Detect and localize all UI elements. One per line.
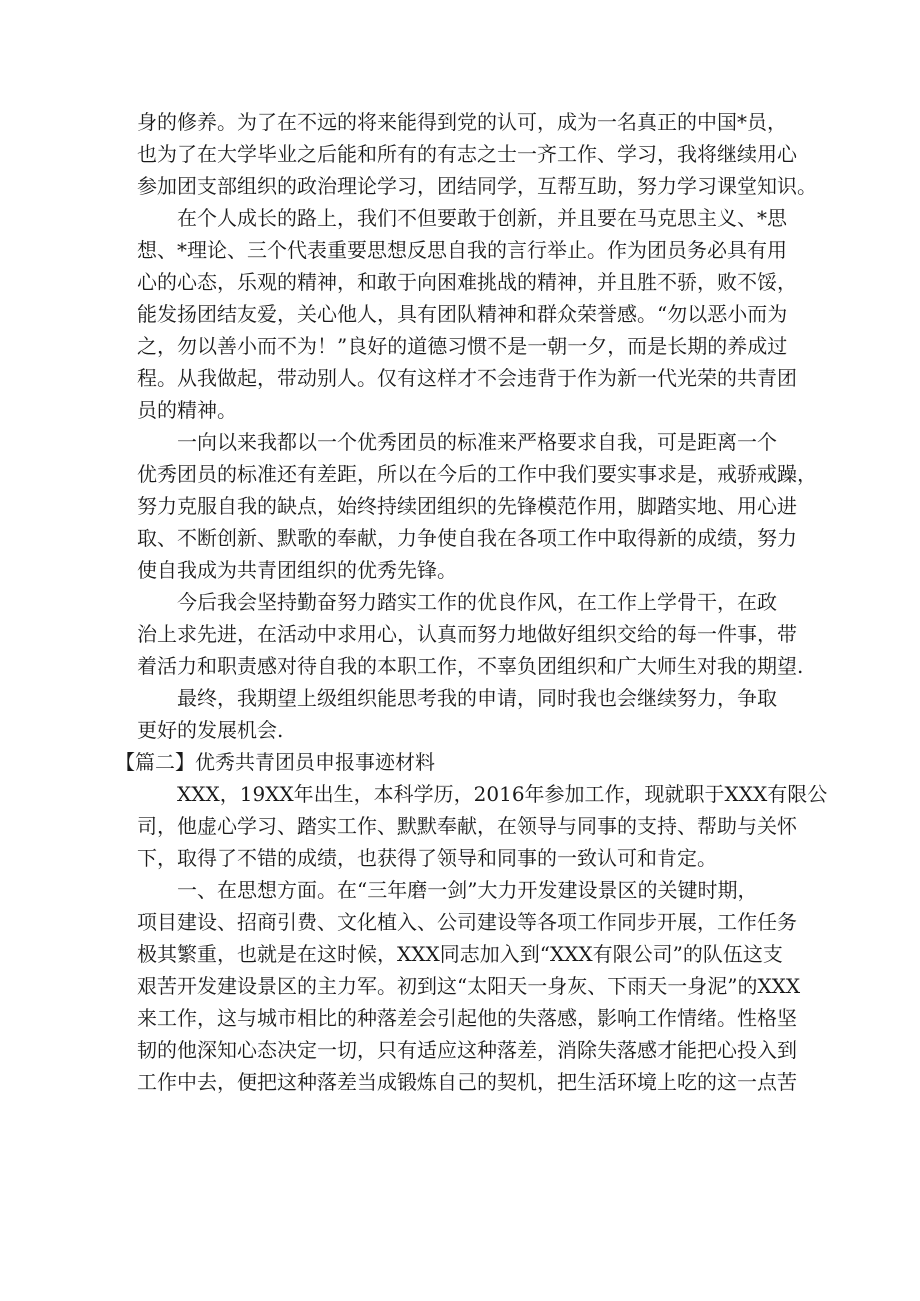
text-line: 在个人成长的路上，我们不但要敢于创新，并且要在马克思主义、*思	[177, 206, 787, 230]
text-line: 下，取得了不错的成绩，也获得了领导和同事的一致认可和肯定。	[137, 846, 717, 870]
paragraph	[137, 106, 817, 202]
text-line: 工作中去，便把这种落差当成锻炼自己的契机，把生活环境上吃的这一点苦	[137, 1070, 797, 1094]
text-line: 优秀团员的标准还有差距，所以在今后的工作中我们要实事求是，戒骄戒躁，	[137, 462, 817, 486]
paragraph	[137, 874, 801, 1098]
text-line: 来工作，这与城市相比的种落差会引起他的失落感，影响工作情绪。性格坚	[137, 1006, 797, 1030]
paragraph	[137, 586, 804, 682]
text-line: 想、*理论、三个代表重要思想反思自我的言行举止。作为团员务必具有用	[137, 238, 787, 262]
text-line: 使自我成为共青团组织的优秀先锋。	[137, 558, 457, 582]
paragraph	[137, 426, 817, 586]
section-heading-text: 【篇二】优秀共青团员申报事迹材料	[115, 750, 435, 774]
paragraph	[137, 778, 828, 874]
text-line: 一、在思想方面。在“三年磨一剑”大力开发建设景区的关键时期，	[177, 878, 758, 902]
text-line: 取、不断创新、默歌的奉献，力争使自我在各项工作中取得新的成绩，努力	[137, 526, 797, 550]
text-line: 之，勿以善小而不为！”良好的道德习惯不是一朝一夕，而是长期的养成过	[137, 334, 788, 358]
text-line: 更好的发展机会.	[137, 718, 284, 742]
text-line: 心的心态，乐观的精神，和敢于向困难挑战的精神，并且胜不骄，败不馁，	[137, 270, 797, 294]
text-line: 司，他虚心学习、踏实工作、默默奉献，在领导与同事的支持、帮助与关怀	[137, 814, 797, 838]
text-line: 艰苦开发建设景区的主力军。初到这“太阳天一身灰、下雨天一身泥”的XXX	[137, 974, 801, 998]
text-line: XXX，19XX年出生，本科学历，2016年参加工作，现就职于XXX有限公	[177, 782, 828, 806]
text-line: 程。从我做起，带动别人。仅有这样才不会违背于作为新一代光荣的共青团	[137, 366, 797, 390]
paragraph	[137, 682, 797, 746]
text-line: 着活力和职责感对待自我的本职工作，不辜负团组织和广大师生对我的期望.	[137, 654, 804, 678]
text-line: 努力克服自我的缺点，始终持续团组织的先锋模范作用，脚踏实地、用心进	[137, 494, 797, 518]
text-line: 韧的他深知心态决定一切，只有适应这种落差，消除失落感才能把心投入到	[137, 1038, 797, 1062]
text-line: 员的精神。	[137, 398, 237, 422]
text-line: 项目建设、招商引费、文化植入、公司建设等各项工作同步开展，工作任务	[137, 910, 797, 934]
text-line: 最终，我期望上级组织能思考我的申请，同时我也会继续努力，争取	[177, 686, 777, 710]
text-line: 极其繁重，也就是在这时候，XXX同志加入到“XXX有限公司”的队伍这支	[137, 942, 783, 966]
text-line: 一向以来我都以一个优秀团员的标准来严格要求自我，可是距离一个	[177, 430, 777, 454]
text-line: 也为了在大学毕业之后能和所有的有志之士一齐工作、学习，我将继续用心	[137, 142, 797, 166]
document-body	[115, 106, 828, 1098]
text-line: 治上求先进，在活动中求用心，认真而努力地做好组织交给的每一件事，带	[137, 622, 797, 646]
text-line: 身的修养。为了在不远的将来能得到党的认可，成为一名真正的中国*员，	[137, 110, 787, 134]
text-line: 能发扬团结友爱，关心他人，具有团队精神和群众荣誉感。“勿以恶小而为	[137, 302, 788, 326]
text-line: 今后我会坚持勤奋努力踏实工作的优良作风，在工作上学骨干，在政	[177, 590, 777, 614]
paragraph	[137, 202, 797, 426]
text-line: 参加团支部组织的政治理论学习，团结同学，互帮互助，努力学习课堂知识。	[137, 174, 817, 198]
section-heading	[115, 746, 797, 778]
